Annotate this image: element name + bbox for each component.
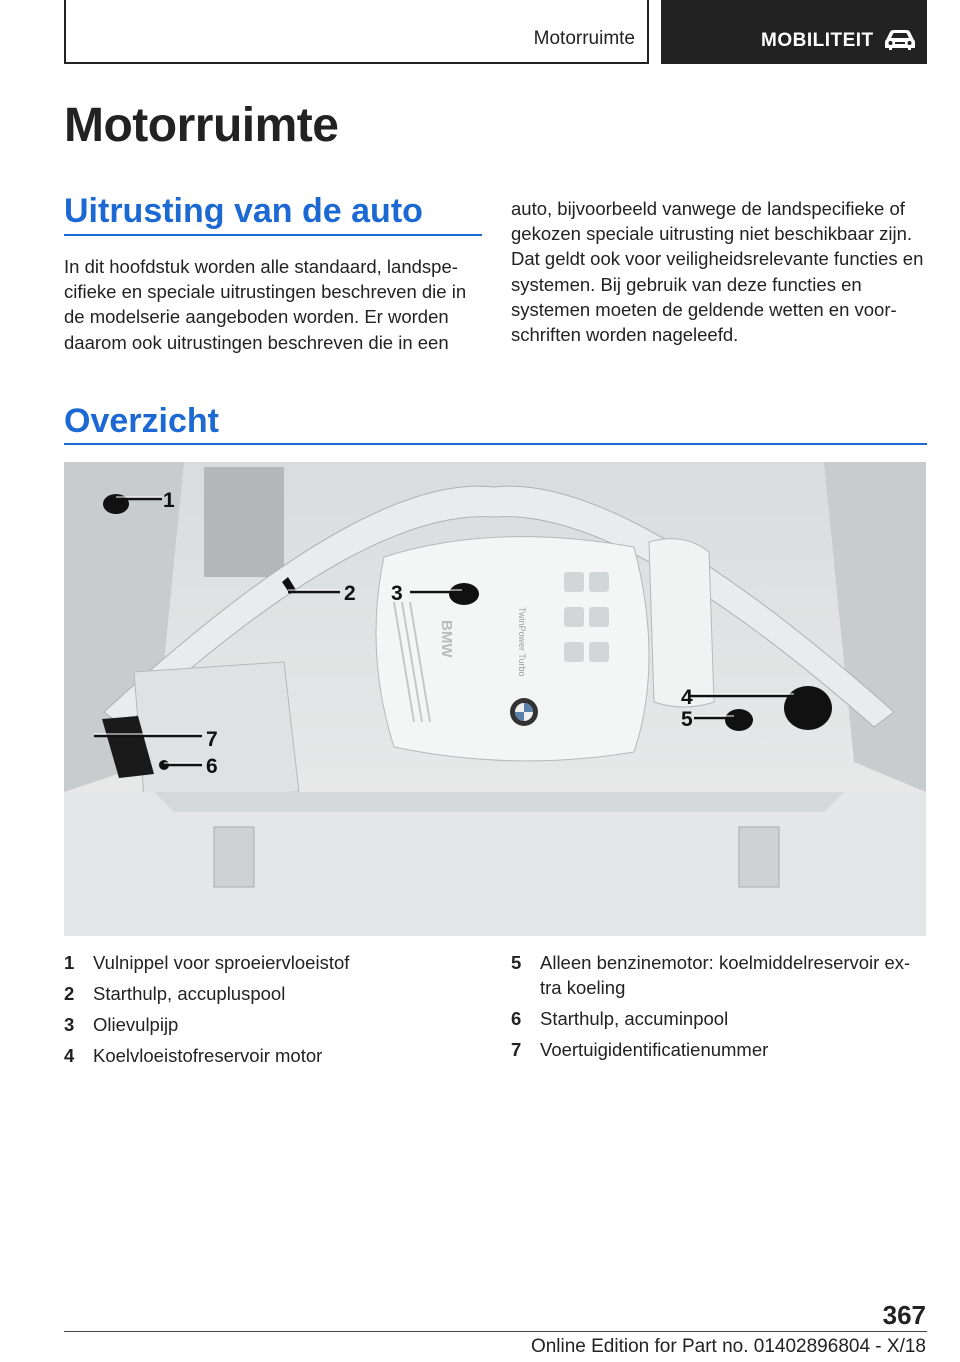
footer-rule: [64, 1331, 927, 1332]
section-tab-label: Motorruimte: [533, 28, 635, 49]
legend-number: 5: [511, 952, 522, 973]
callout-3: 3: [391, 582, 403, 605]
legend-text: Vulnippel voor sproeiervloeistof: [93, 952, 350, 973]
legend-number: 4: [64, 1045, 75, 1066]
section-rule: [64, 443, 927, 445]
legend-item: [511, 950, 931, 1000]
legend-list-left: [64, 950, 484, 1074]
callout-7: 7: [206, 728, 218, 751]
header-section-tab: [64, 0, 649, 64]
legend-number: 2: [64, 983, 75, 1004]
intro-paragraph-col2: auto, bijvoorbeeld vanwege de landspecifieke of gekozen speciale uitrusting niet beschikbaar zijn. Dat geldt ook voor veiligheidsrelevante functies en systemen. Bij gebruik van deze functies en systemen moeten de geldende wetten en voor-schriften worden nageleefd.: [511, 198, 924, 346]
section-rule: [64, 234, 482, 236]
header-chapter-tab: [661, 0, 927, 64]
page-number: 367: [882, 1300, 926, 1330]
legend-item: [511, 1037, 931, 1062]
engine-badge-text: BMW: [438, 620, 455, 658]
footer-edition: Online Edition for Part no. 01402896804 - X/18: [530, 1336, 926, 1357]
legend-text: Starthulp, accupluspool: [93, 983, 286, 1004]
legend-number: 3: [64, 1014, 75, 1035]
legend-text: Starthulp, accuminpool: [540, 1008, 729, 1029]
legend-item: [511, 1006, 931, 1031]
engine-cover-text: TwinPower Turbo: [517, 607, 527, 677]
legend-item: [64, 981, 484, 1006]
legend-text: Koelvloeistofreservoir motor: [93, 1045, 323, 1066]
legend-text: Olievulpijp: [93, 1014, 179, 1035]
legend-number: 6: [511, 1008, 522, 1029]
legend-number: 1: [64, 952, 75, 973]
legend-text: Voertuigidentificatienummer: [540, 1039, 769, 1060]
legend-item: [64, 1012, 484, 1037]
page-title: Motorruimte: [64, 99, 339, 152]
callout-4: 4: [681, 686, 693, 709]
intro-paragraph-col1: In dit hoofdstuk worden alle standaard, landspe-cifieke en speciale uitrustingen beschreven die in de modelserie aangeboden worden. Er worden daarom ook uitrustingen beschreven die in een: [64, 256, 467, 353]
callout-2: 2: [344, 582, 356, 605]
callout-6: 6: [206, 755, 218, 778]
section-heading-overview: Overzicht: [64, 402, 219, 440]
engine-bay-illustration: [64, 462, 926, 936]
legend-text: Alleen benzinemotor: koelmiddelreservoir ex-tra koeling: [540, 952, 911, 998]
legend-number: 7: [511, 1039, 522, 1060]
callout-1: 1: [163, 489, 175, 512]
car-icon: [883, 28, 917, 52]
chapter-tab-label: MOBILITEIT: [761, 30, 874, 51]
legend-item: [64, 1043, 484, 1068]
legend-list-right: [511, 950, 931, 1068]
callout-5: 5: [681, 708, 693, 731]
legend-item: [64, 950, 484, 975]
section-heading-equipment: Uitrusting van de auto: [64, 192, 423, 230]
